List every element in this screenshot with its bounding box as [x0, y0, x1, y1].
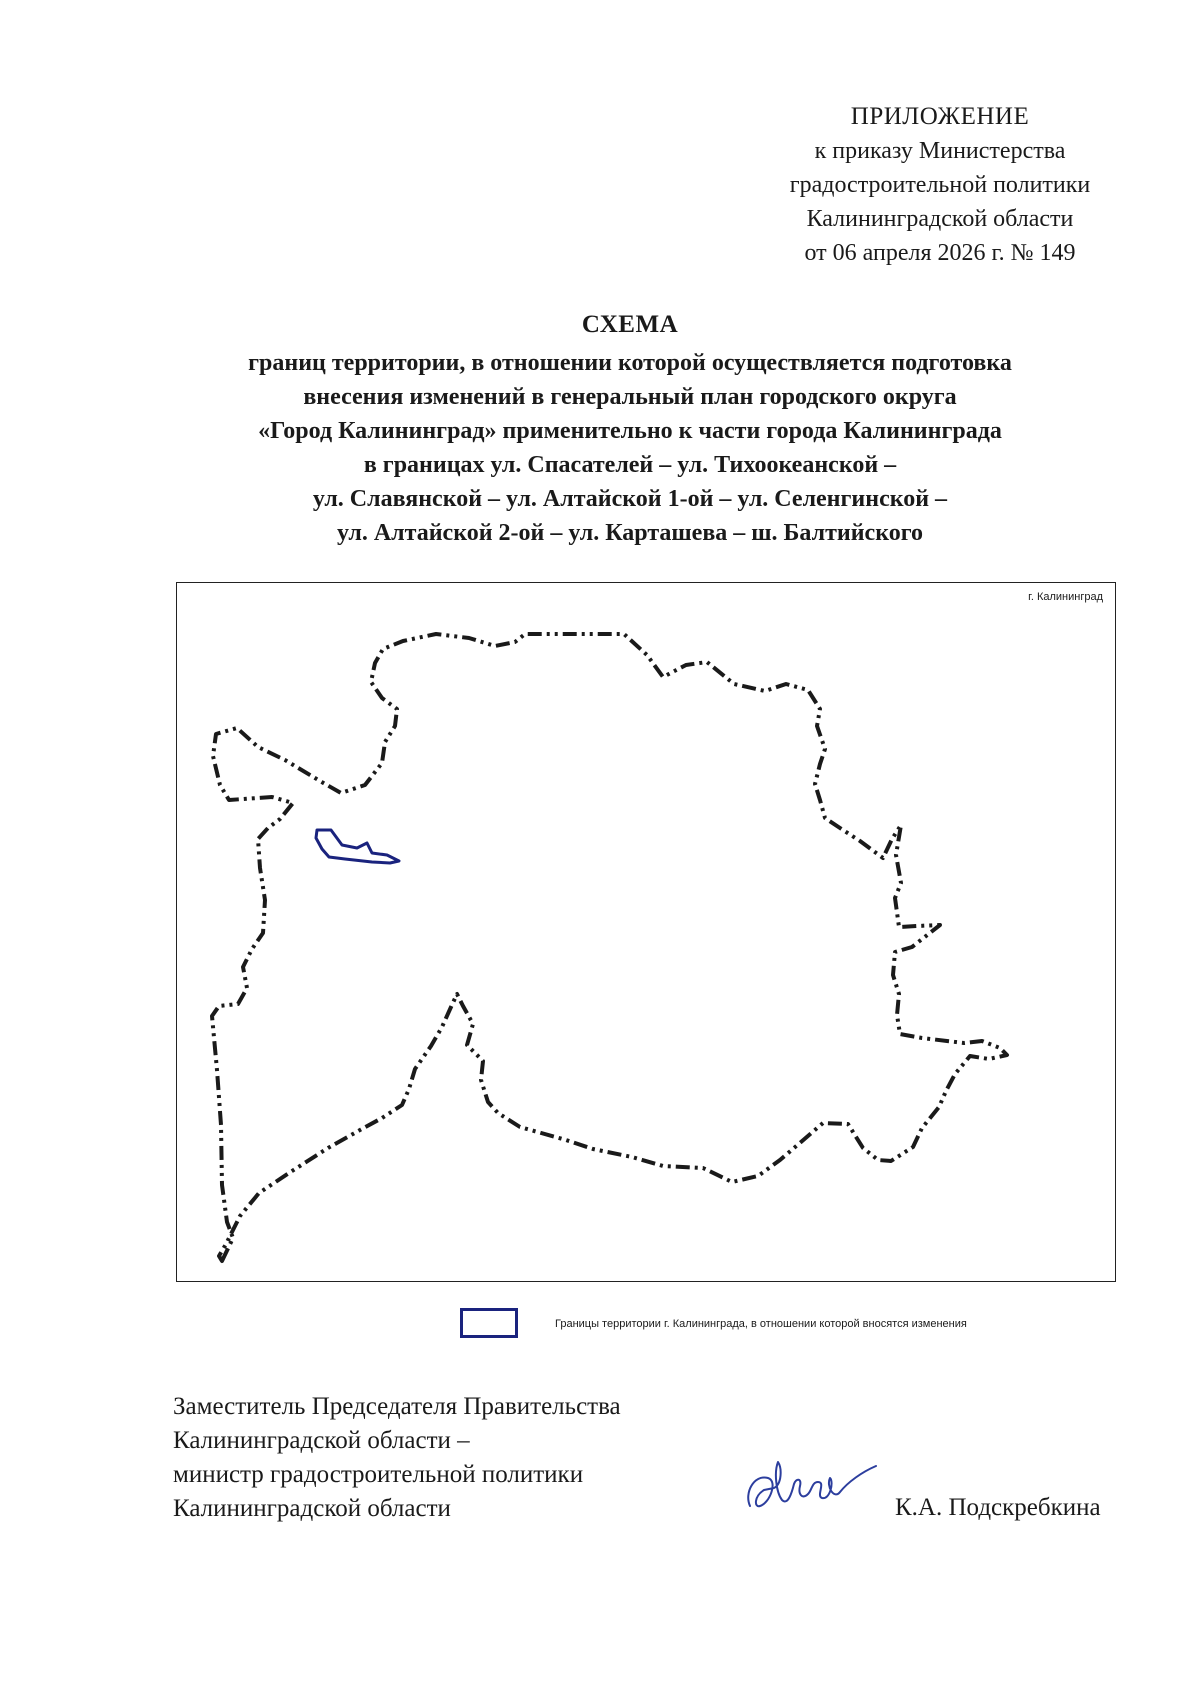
appendix-line: к приказу Министерства [814, 138, 1066, 164]
title-line: ул. Алтайской 2-ой – ул. Карташева – ш. Балтийского [336, 520, 924, 546]
boundary-map [176, 582, 1116, 1282]
appendix-heading: ПРИЛОЖЕНИЕ [850, 103, 1030, 130]
legend-swatch [460, 1308, 518, 1338]
city-boundary-line [212, 634, 1007, 1261]
title-line: внесения изменений в генеральный план городского округа [303, 384, 957, 410]
scheme-heading: СХЕМА [581, 311, 679, 338]
position-line: Заместитель Председателя Правительства [173, 1393, 621, 1420]
territory-boundary [316, 830, 399, 863]
position-line: Калининградской области [173, 1495, 451, 1522]
appendix-line: Калининградской области [806, 206, 1074, 232]
map-drawing [177, 583, 1117, 1283]
signer-name: К.А. Подскребкина [895, 1494, 1101, 1521]
legend-text: Границы территории г. Калининграда, в отношении которой вносятся изменения [555, 1318, 967, 1330]
title-line: в границах ул. Спасателей – ул. Тихоокеанской – [363, 452, 897, 478]
map-legend [460, 1308, 1120, 1358]
title-line: ул. Славянской – ул. Алтайской 1-ой – ул. Селенгинской – [312, 486, 948, 512]
position-line: Калининградской области – [173, 1427, 470, 1454]
appendix-line: градостроительной политики [789, 172, 1091, 198]
document-title [130, 308, 1130, 550]
map-city-label: г. Калининград [1028, 591, 1103, 603]
appendix-line: от 06 апреля 2026 г. № 149 [804, 240, 1076, 266]
title-line: границ территории, в отношении которой осуществляется подготовка [248, 350, 1012, 376]
signatory-position [173, 1390, 733, 1526]
title-line: «Город Калининград» применительно к части города Калининграда [258, 418, 1002, 444]
appendix-block [740, 100, 1140, 270]
handwritten-signature [738, 1448, 878, 1518]
position-line: министр градостроительной политики [173, 1461, 584, 1488]
